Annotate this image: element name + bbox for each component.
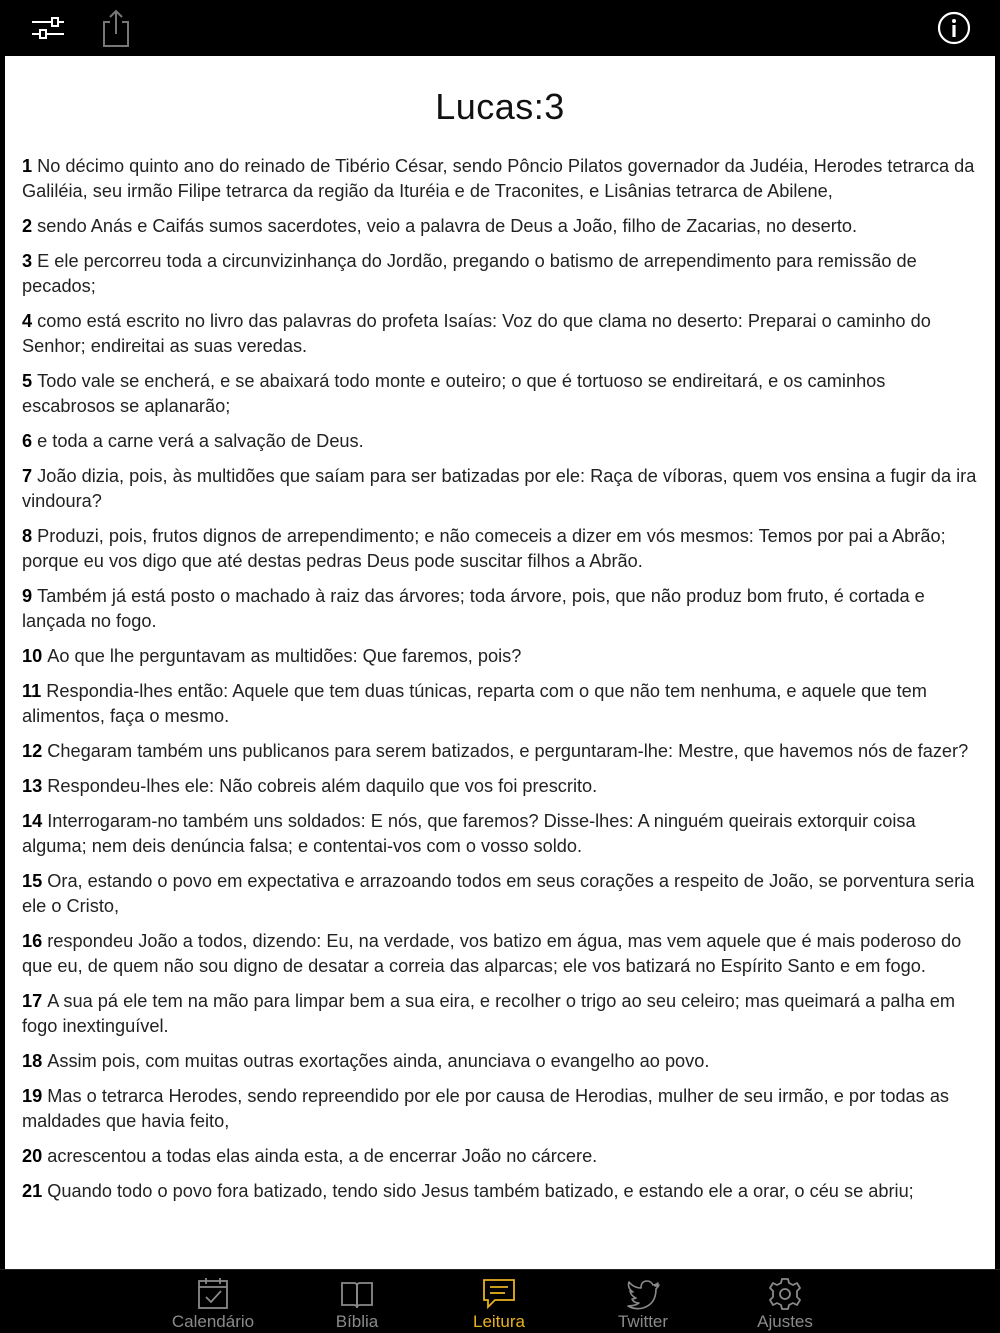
verse-text: Respondeu-lhes ele: Não cobreis além daquilo que vos foi prescrito. (47, 776, 598, 796)
verse-text: No décimo quinto ano do reinado de Tibério César, sendo Pôncio Pilatos governador da Judéia, Herodes tetrarca da Galiléia, seu irmão Filipe tetrarca da região da Ituréia e de Traconites, e Lisânias tetrarca de Abilene, (22, 156, 975, 201)
verse-text: Produzi, pois, frutos dignos de arrependimento; e não comeceis a dizer em vós mesmos: Temos por pai a Abrão; porque eu vos digo que até destas pedras Deus pode suscitar filhos a Abrão. (22, 526, 946, 571)
verse[interactable] (22, 1144, 983, 1169)
verse-number: 15 (22, 871, 43, 891)
verse-number: 9 (22, 586, 33, 606)
verse-text: E ele percorreu toda a circunvizinhança do Jordão, pregando o batismo de arrependimento para remissão de pecados; (22, 251, 917, 296)
tab-bar (0, 1269, 1000, 1333)
tab-label: Ajustes (757, 1312, 813, 1331)
verse[interactable] (22, 739, 983, 764)
verse-text: Interrogaram-no também uns soldados: E nós, que faremos? Disse-lhes: A ninguém queirais extorquir coisa alguma; nem deis denúncia falsa; e contentai-vos com o vosso soldo. (22, 811, 916, 856)
verse-number: 2 (22, 216, 33, 236)
verse-number: 10 (22, 646, 43, 666)
verse-text: Todo vale se encherá, e se abaixará todo monte e outeiro; o que é tortuoso se endireitará, e os caminhos escabrosos se aplanarão; (22, 371, 886, 416)
verse-number: 21 (22, 1181, 43, 1201)
verse-number: 7 (22, 466, 33, 486)
share-button[interactable] (94, 6, 138, 50)
gear-icon (767, 1276, 803, 1312)
verse-number: 3 (22, 251, 33, 271)
verse[interactable] (22, 1179, 983, 1204)
verse-number: 20 (22, 1146, 43, 1166)
verse-number: 1 (22, 156, 33, 176)
verse[interactable] (22, 1049, 983, 1074)
verse-number: 14 (22, 811, 43, 831)
verse-text: acrescentou a todas elas ainda esta, a de encerrar João no cárcere. (47, 1146, 598, 1166)
verse[interactable] (22, 774, 983, 799)
verse[interactable] (22, 154, 983, 204)
verse-number: 5 (22, 371, 33, 391)
info-button[interactable] (932, 6, 976, 50)
verse[interactable] (22, 644, 983, 669)
verse-text: A sua pá ele tem na mão para limpar bem a sua eira, e recolher o trigo ao seu celeiro; mas queimará a palha em fogo inextinguível. (22, 991, 956, 1036)
tab-biblia[interactable] (292, 1270, 422, 1333)
verse[interactable] (22, 464, 983, 514)
verse[interactable] (22, 989, 983, 1039)
tab-twitter[interactable] (578, 1270, 708, 1333)
chapter-title: Lucas:3 (435, 86, 565, 127)
chat-bubble-icon (481, 1276, 517, 1312)
book-icon (339, 1276, 375, 1312)
tab-ajustes[interactable] (720, 1270, 850, 1333)
share-icon (101, 8, 131, 48)
verse-number: 16 (22, 931, 43, 951)
verse[interactable] (22, 524, 983, 574)
verse-number: 17 (22, 991, 43, 1011)
sliders-icon (30, 14, 66, 42)
verse-text: Chegaram também uns publicanos para serem batizados, e perguntaram-lhe: Mestre, que havemos nós de fazer? (47, 741, 969, 761)
calendar-icon (195, 1276, 231, 1312)
verse-number: 11 (22, 681, 42, 701)
verse[interactable] (22, 929, 983, 979)
verse[interactable] (22, 429, 983, 454)
tab-calendario[interactable] (148, 1270, 278, 1333)
verse[interactable] (22, 369, 983, 419)
verse-text: Ora, estando o povo em expectativa e arrazoando todos em seus corações a respeito de João, se porventura seria ele o Cristo, (22, 871, 975, 916)
verse-text: Ao que lhe perguntavam as multidões: Que faremos, pois? (47, 646, 522, 666)
tab-label: Bíblia (335, 1312, 379, 1331)
verse-number: 8 (22, 526, 33, 546)
reading-view[interactable] (5, 56, 995, 1269)
verse-text: Respondia-lhes então: Aquele que tem duas túnicas, reparta com o que não tem nenhuma, e aquele que tem alimentos, faça o mesmo. (22, 681, 927, 726)
verse[interactable] (22, 809, 983, 859)
verse-text: e toda a carne verá a salvação de Deus. (37, 431, 364, 451)
verse-text: Mas o tetrarca Herodes, sendo repreendido por ele por causa de Herodias, mulher de seu irmão, e por todas as maldades que havia feito, (22, 1086, 950, 1131)
verse-text: João dizia, pois, às multidões que saíam para ser batizadas por ele: Raça de víboras, quem vos ensina a fugir da ira vindoura? (22, 466, 977, 511)
verse[interactable] (22, 249, 983, 299)
verse[interactable] (22, 1084, 983, 1134)
tab-leitura[interactable] (434, 1270, 564, 1333)
info-icon (937, 11, 971, 45)
verse[interactable] (22, 679, 983, 729)
verse[interactable] (22, 214, 983, 239)
tab-label: Twitter (617, 1312, 669, 1331)
verse[interactable] (22, 584, 983, 634)
verse-list (5, 154, 995, 1204)
verse-number: 13 (22, 776, 43, 796)
verse-text: Também já está posto o machado à raiz das árvores; toda árvore, pois, que não produz bom fruto, é cortada e lançada no fogo. (22, 586, 925, 631)
verse[interactable] (22, 869, 983, 919)
verse-text: sendo Anás e Caifás sumos sacerdotes, veio a palavra de Deus a João, filho de Zacarias, no deserto. (37, 216, 858, 236)
verse-number: 4 (22, 311, 33, 331)
tab-label: Leitura (473, 1312, 525, 1331)
verse-number: 18 (22, 1051, 43, 1071)
settings-button[interactable] (26, 6, 70, 50)
tab-label: Calendário (171, 1312, 255, 1331)
verse-number: 12 (22, 741, 43, 761)
twitter-bird-icon (625, 1276, 661, 1312)
verse-text: Assim pois, com muitas outras exortações ainda, anunciava o evangelho ao povo. (47, 1051, 710, 1071)
verse-text: Quando todo o povo fora batizado, tendo sido Jesus também batizado, e estando ele a orar, o céu se abriu; (47, 1181, 914, 1201)
verse-text: respondeu João a todos, dizendo: Eu, na verdade, vos batizo em água, mas vem aquele que é mais poderoso do que eu, de quem não sou digno de desatar a correia das alparcas; ele vos batizará no Espírito Santo e em fogo. (22, 931, 962, 976)
verse-number: 6 (22, 431, 33, 451)
verse-text: como está escrito no livro das palavras do profeta Isaías: Voz do que clama no deserto: Preparai o caminho do Senhor; endireitai as suas veredas. (22, 311, 931, 356)
verse[interactable] (22, 309, 983, 359)
verse-number: 19 (22, 1086, 43, 1106)
top-toolbar (0, 0, 1000, 56)
